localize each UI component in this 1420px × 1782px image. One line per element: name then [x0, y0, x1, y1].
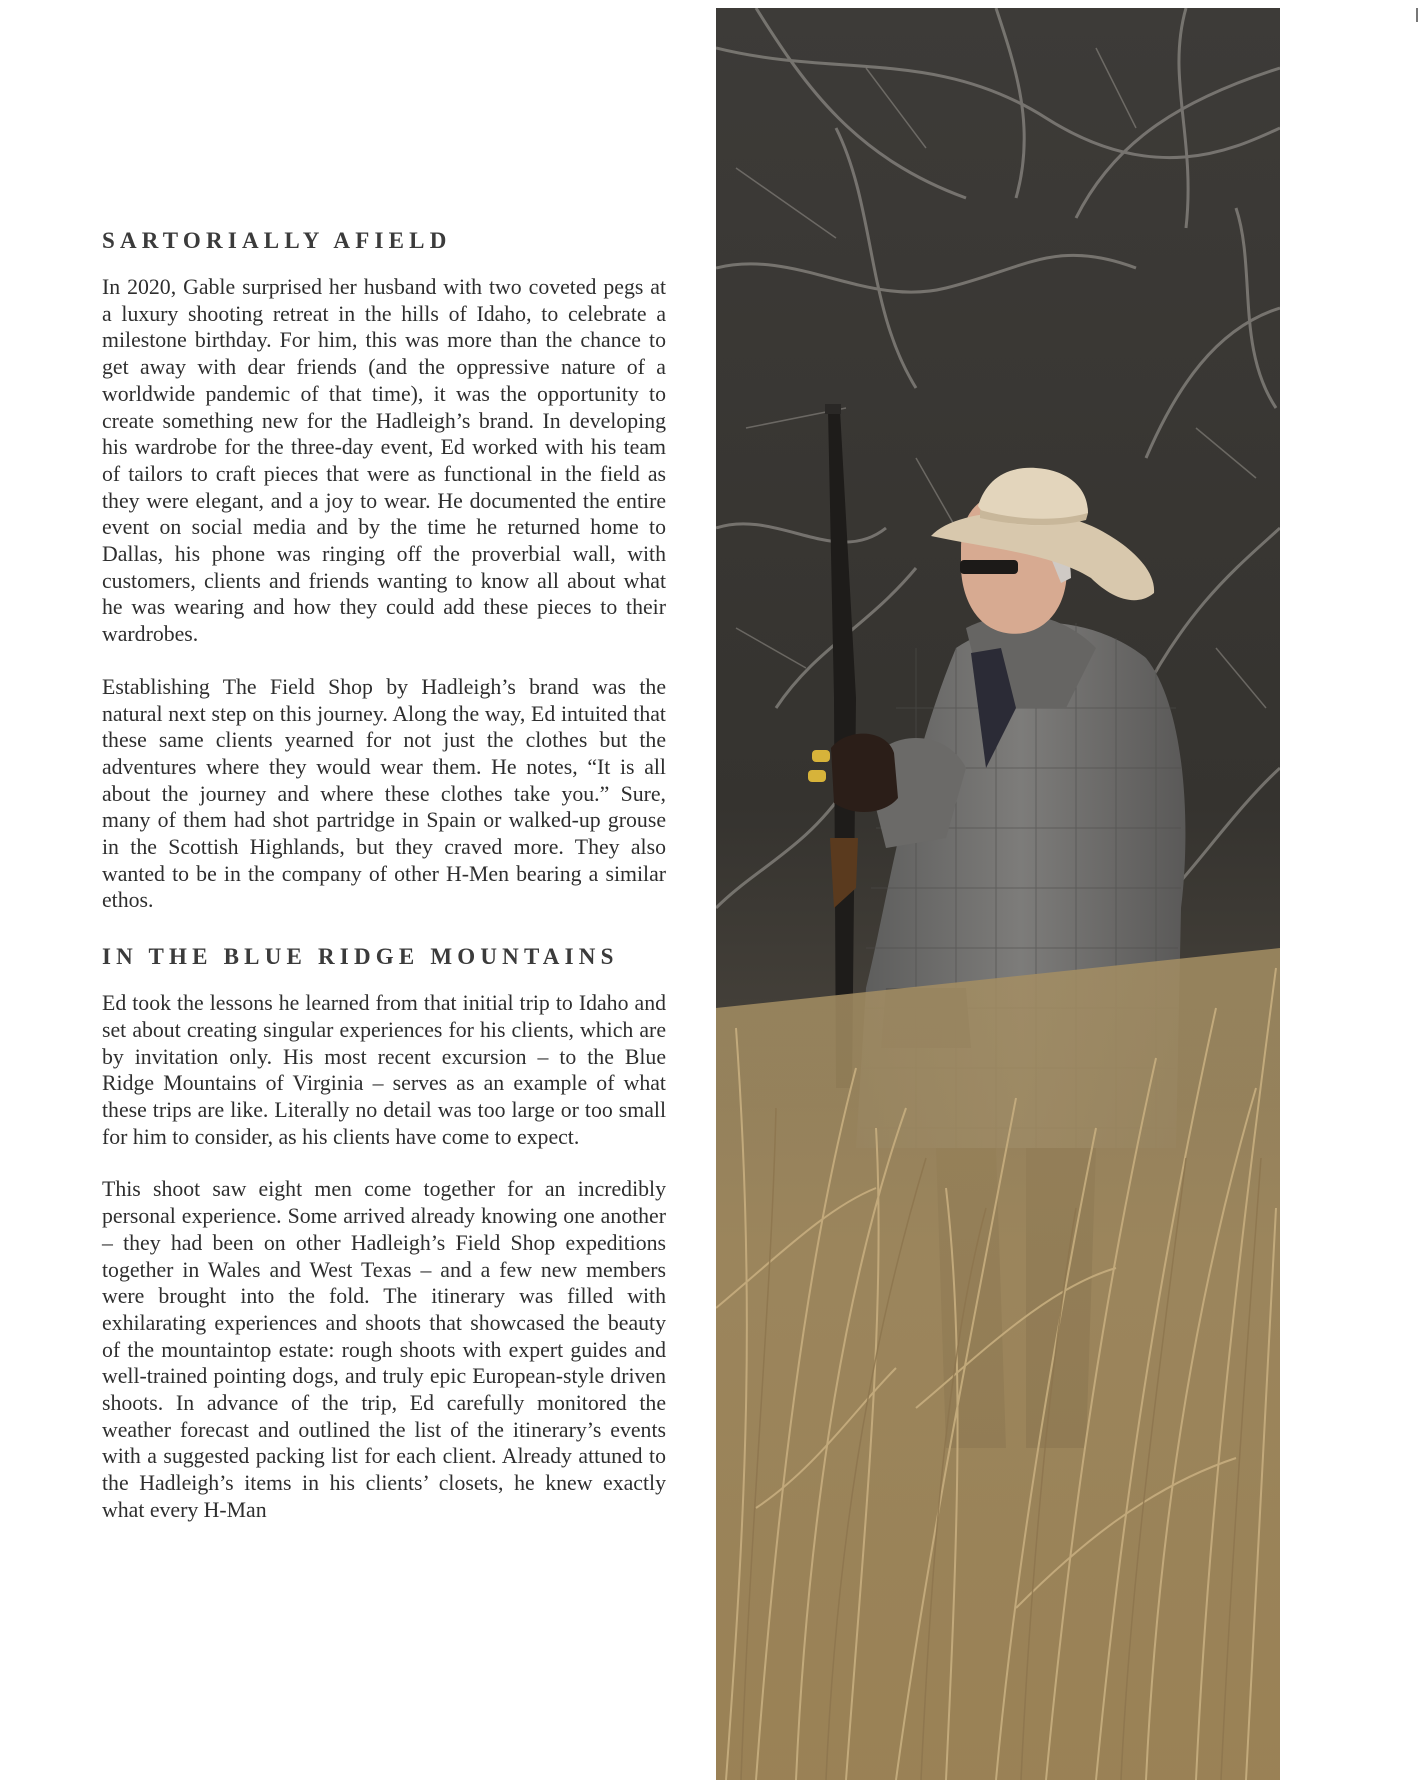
paragraph-2: Establishing The Field Shop by Hadleigh’s brand was the natural next step on this journey. Along the way, Ed intuited that these same clients yearned for not just the clothes but the adventures where they would wear them. He notes, “It is all about the journey and where these clothes take you.” Sure, many of them had shot partridge in Spain or walked-up grouse in the Scottish Highlands, but they craved more. They also wanted to be in the company of other H-Men bearing a similar ethos.: [102, 674, 666, 913]
hunter-photo: [716, 8, 1280, 1780]
article-column: [102, 224, 666, 1524]
tall-grass: [716, 948, 1280, 1780]
section-heading-blue-ridge-mountains: IN THE BLUE RIDGE MOUNTAINS: [102, 944, 619, 970]
glove: [831, 734, 898, 812]
paragraph-4: This shoot saw eight men come together for an incredibly personal experience. Some arrived already knowing one another – they had been on other Hadleigh’s Field Shop expeditions together in Wales and West Texas – and a few new members were brought into the fold. The itinerary was filled with exhilarating experiences and shoots that showcased the beauty of the mountaintop estate: rough shoots with expert guides and well-trained pointing dogs, and truly epic European-style driven shoots. In advance of the trip, Ed carefully monitored the weather forecast and outlined the list of the itinerary’s events with a suggested packing list for each client. Already attuned to the Hadleigh’s items in his clients’ closets, he knew exactly what every H-Man: [102, 1177, 666, 1522]
hunter-photo-illustration: [716, 8, 1280, 1780]
sunglasses: [960, 560, 1018, 574]
paragraph-1: In 2020, Gable surprised her husband with two coveted pegs at a luxury shooting retreat in the hills of Idaho, to celebrate a milestone birthday. For him, this was more than the chance to get away with dear friends (and the oppressive nature of a worldwide pandemic of that time), it was the opportunity to create something new for the Hadleigh’s brand. In developing his wardrobe for the three-day event, Ed worked with his team of tailors to craft pieces that were as functional in the field as they were elegant, and a joy to wear. He documented the entire event on social media and by the time he returned home to Dallas, his phone was ringing off the proverbial wall, with customers, clients and friends wanting to know all about what he was wearing and how they could add these pieces to their wardrobes.: [102, 275, 666, 647]
page-edge-mark: [1416, 8, 1418, 22]
paragraph-3: Ed took the lessons he learned from that initial trip to Idaho and set about creating singular experiences for his clients, which are by invitation only. His most recent excursion – to the Blue Ridge Mountains of Virginia – serves as an example of what these trips are like. Literally no detail was too large or too small for him to consider, as his clients have come to expect.: [102, 991, 666, 1149]
section-heading-sartorially-afield: SARTORIALLY AFIELD: [102, 228, 452, 253]
